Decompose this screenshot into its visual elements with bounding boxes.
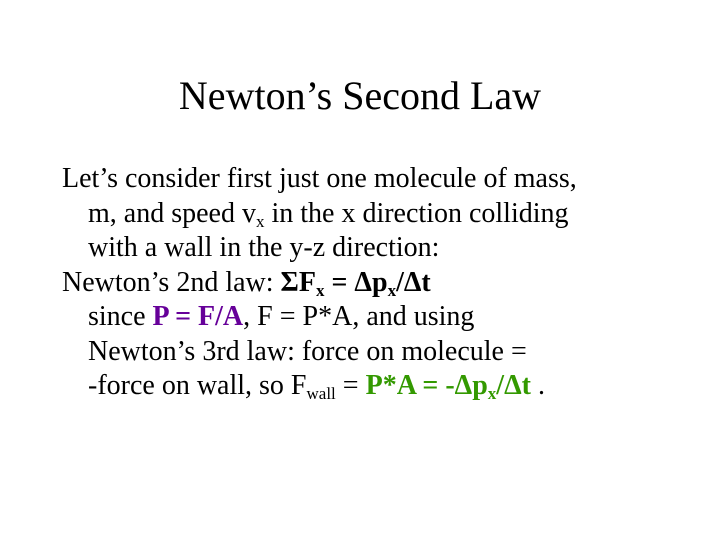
since-line-1	[62, 300, 702, 335]
force-symbol: F	[298, 266, 316, 298]
momentum-subscript: x	[387, 280, 397, 300]
equals-symbol: =	[324, 266, 355, 298]
pressure-formula: P = F/A	[152, 301, 244, 332]
velocity-subscript: x	[255, 211, 265, 231]
delta-symbol: Δ	[403, 266, 422, 298]
momentum-symbol: p	[472, 370, 488, 401]
intro-text-1: Let’s consider first just one molecule of mass,	[62, 163, 577, 194]
intro-line-3	[62, 231, 702, 266]
momentum-symbol: p	[371, 266, 388, 298]
delta-symbol: Δ	[354, 266, 372, 298]
equals-text: =	[335, 370, 366, 401]
force-subscript: x	[315, 280, 325, 300]
intro-text-4: with a wall in the y-z direction:	[88, 232, 440, 263]
time-symbol: t	[521, 370, 531, 401]
wall-force-formula	[366, 370, 531, 401]
slash-symbol: /	[396, 266, 404, 298]
end-punctuation: .	[530, 370, 545, 401]
second-law-line	[62, 266, 702, 301]
second-law-label: Newton’s 2nd law:	[62, 266, 281, 298]
intro-text-2: m, and speed v	[88, 197, 256, 229]
since-text-2: , F = P*A, and using	[243, 301, 475, 332]
sigma-symbol: Σ	[280, 266, 299, 298]
momentum-subscript: x	[487, 384, 497, 403]
intro-line-1	[62, 162, 702, 197]
wall-subscript: wall	[306, 384, 336, 403]
since-text: since	[88, 301, 153, 332]
time-symbol: t	[421, 266, 431, 298]
force-wall-text: -force on wall, so F	[88, 370, 307, 401]
delta-symbol: Δ	[504, 370, 522, 401]
second-law-formula	[281, 267, 431, 298]
pa-text: P*A = -	[365, 370, 455, 401]
since-line-3	[62, 369, 702, 404]
slide-title: Newton’s Second Law	[178, 73, 542, 118]
delta-symbol: Δ	[454, 370, 473, 401]
intro-text-3: in the x direction colliding	[264, 197, 569, 229]
slide-body	[62, 162, 702, 404]
intro-line-2	[62, 197, 702, 232]
since-line-2	[62, 335, 702, 370]
third-law-text: Newton’s 3rd law: force on molecule =	[88, 335, 527, 367]
slash-symbol: /	[496, 370, 505, 401]
